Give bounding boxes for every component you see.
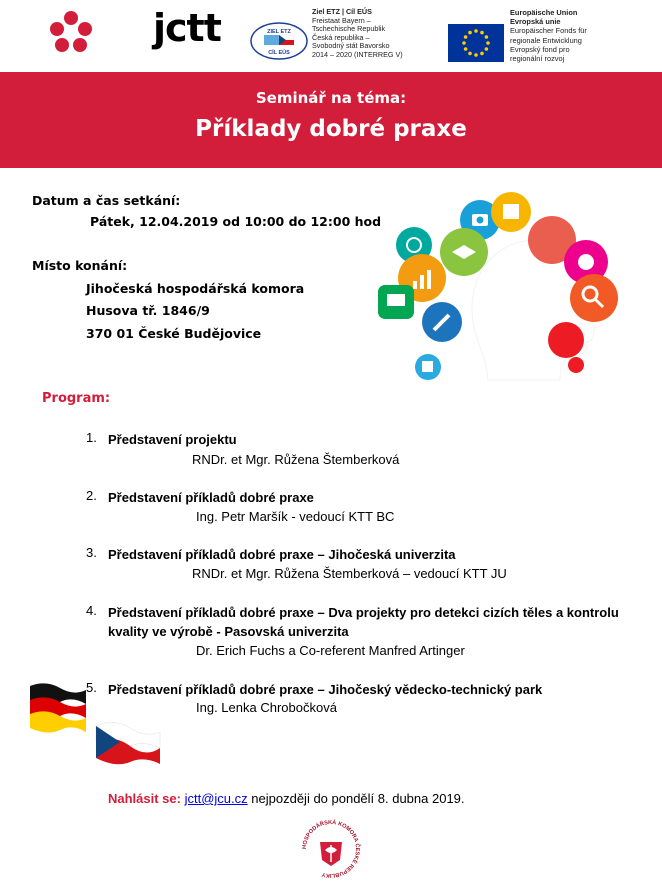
german-flag-icon [30,683,86,732]
venue-line1: Jihočeská hospodářská komora [86,281,305,296]
program-heading: Program: [42,391,111,406]
eu-line4: regionale Entwicklung [510,35,582,45]
venue-line3: 370 01 České Budějovice [86,326,262,341]
eu-star [480,52,484,56]
eu-caption [510,8,587,63]
eu-line3: Europäischer Fonds für [510,26,587,36]
chamber-of-commerce-seal [300,818,362,880]
svg-text:ZIEL ETZ: ZIEL ETZ [267,29,291,35]
eu-line6: regionální rozvoj [510,54,565,64]
eu-line5: Evropský fond pro [510,44,570,54]
program-item-title: Představení příkladů dobré praxe – Jihočeský vědecko-technický park [108,682,543,697]
seminar-title: Příklady dobré praxe [195,116,467,142]
interreg-line6: 2014 – 2020 (INTERREG V) [312,49,403,59]
program-item-title: Představení projektu [108,432,237,447]
seminar-subtitle: Seminář na téma: [255,89,407,107]
chamber-seal-text: HOSPODÁŘSKÁ KOMORA ČESKÉ REPUBLIKY [301,819,361,879]
eu-star [480,31,484,35]
interreg-caption [312,8,403,60]
interreg-line5: Svobodný stát Bavorsko [312,41,390,51]
eu-star [468,31,472,35]
jctt-logo-accent: ctt [165,6,221,50]
eu-line2: Evropská unie [510,17,561,27]
signup-label: Nahlásit se: [108,791,181,806]
jctt-logo: jctt [153,6,221,50]
signup-deadline: nejpozději do pondělí 8. dubna 2019. [251,791,465,806]
czech-flag-icon [96,722,160,764]
eu-star [464,35,468,39]
venue-line2: Husova tř. 1846/9 [86,303,210,318]
university-dots-logo [46,8,96,58]
interreg-line3: Tschechische Republik [312,24,386,34]
program-item-speaker: Ing. Lenka Chrobočková [196,700,337,715]
interreg-badge-icon [250,22,308,60]
interreg-line2: Freistaat Bayern – [312,15,371,25]
title-banner [0,72,662,168]
program-item-number: 1. [86,430,97,445]
program-item-speaker: Ing. Petr Maršík - vedoucí KTT BC [196,509,395,524]
eu-star [474,29,478,33]
eu-star [485,47,489,51]
eu-star [464,47,468,51]
program-item-title: Představení příkladů dobré praxe – Dva projekty pro detekci cizích těles a kontrolu kvality ve výrobě - Pasovská univerzita [108,605,619,639]
flags-illustration [26,680,166,780]
svg-text:CÍL EÚS: CÍL EÚS [268,50,290,56]
program-item-title: Představení příkladů dobré praxe [108,490,314,505]
program-item-speaker: RNDr. et Mgr. Růžena Štemberková [192,452,400,467]
program-item-speaker: Dr. Erich Fuchs a Co-referent Manfred Artinger [196,643,465,658]
signup-line [108,791,465,806]
venue-label: Místo konání: [32,258,128,273]
handshake-bubble-icon [548,322,584,358]
eu-star [462,41,466,45]
interreg-line1: Ziel ETZ | Cíl EÚS [312,7,372,16]
program-item-number: 3. [86,545,97,560]
program-item-speaker: RNDr. et Mgr. Růžena Štemberková – vedoucí KTT JU [192,566,507,581]
program-item-1 [86,430,646,470]
program-item-4 [86,603,646,663]
interreg-logo [250,8,420,66]
eu-star [485,35,489,39]
eu-line1: Europäische Union [510,8,578,17]
program-item-3 [86,545,646,585]
program-item-number: 5. [86,680,97,695]
eu-flag-icon [448,24,504,62]
program-item-number: 2. [86,488,97,503]
program-item-number: 4. [86,603,97,618]
signup-email-link[interactable]: jctt@jcu.cz [184,791,248,806]
eu-star [474,53,478,57]
interreg-line4: Česká republika – [312,32,370,42]
eu-star [468,52,472,56]
date-label: Datum a čas setkání: [32,193,181,208]
eu-logo [448,8,648,68]
program-item-5 [86,680,646,720]
program-item-title: Představení příkladů dobré praxe – Jihočeská univerzita [108,547,456,562]
program-item-2 [86,488,646,528]
eu-star [486,41,490,45]
head-speech-bubbles-illustration [376,190,636,390]
date-value: Pátek, 12.04.2019 od 10:00 do 12:00 hod [90,214,382,229]
